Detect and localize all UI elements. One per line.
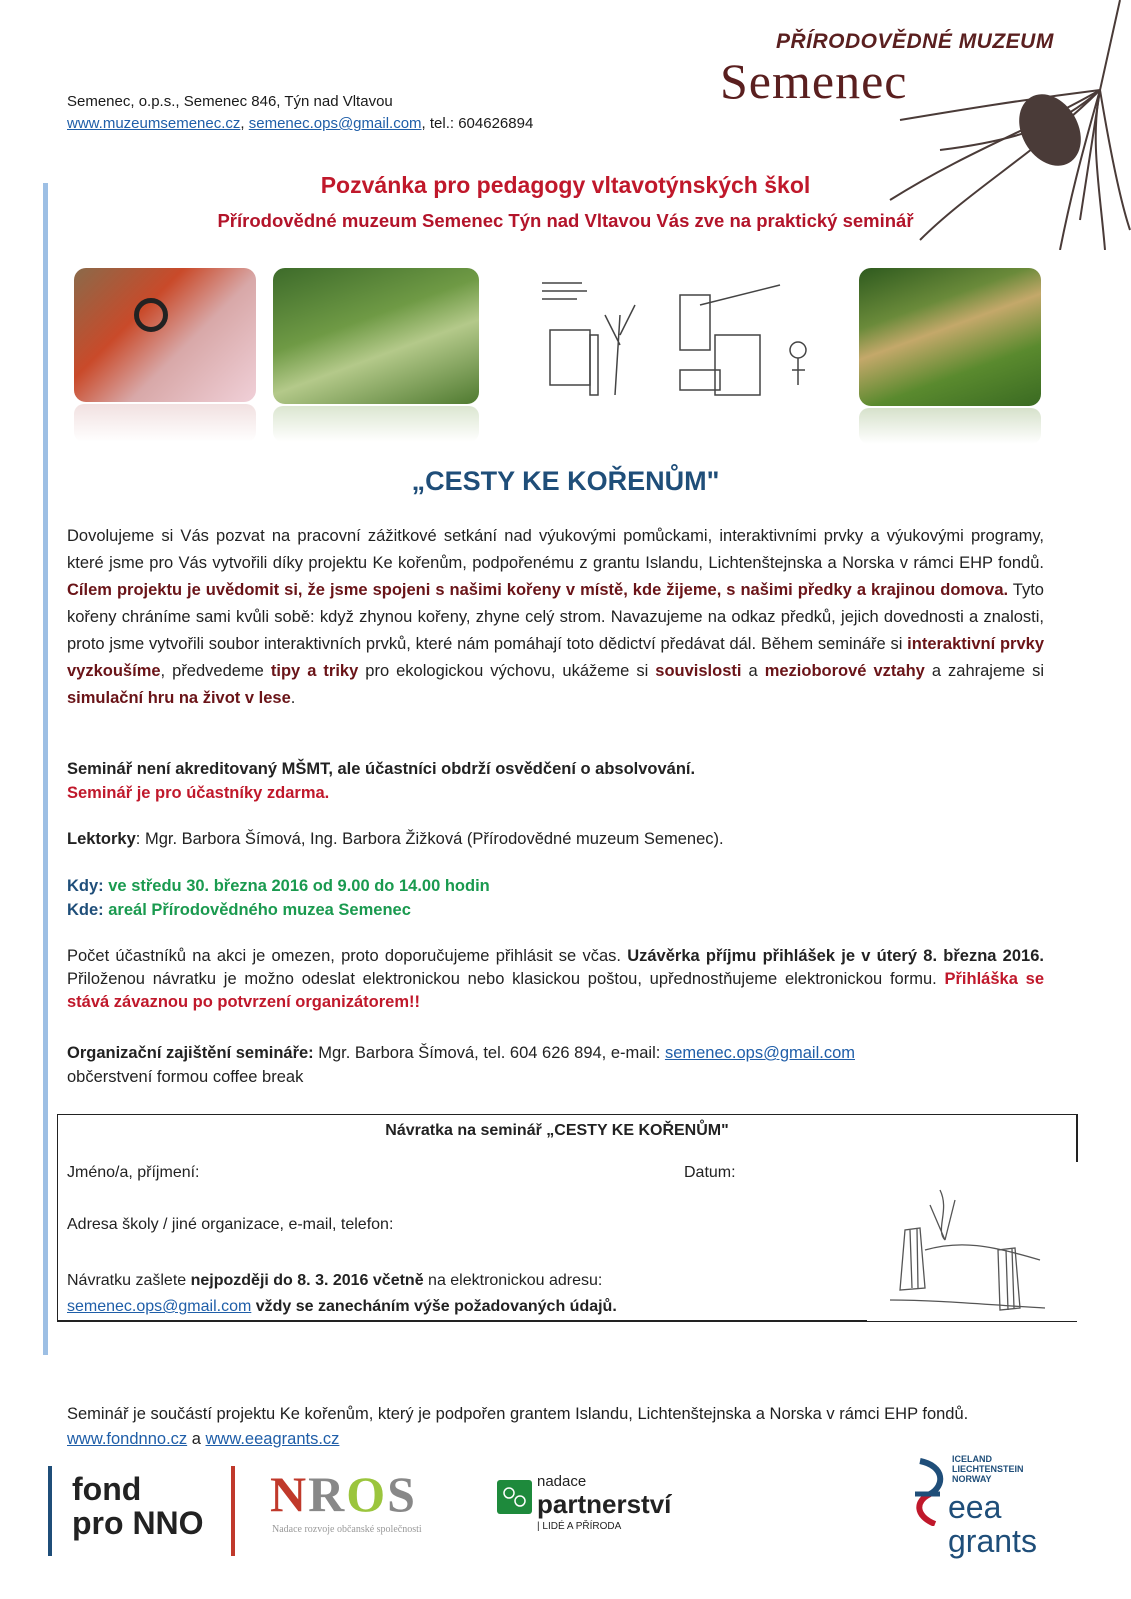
emphasized-text: Přihláška se stává závaznou po potvrzení organizátorem!! (67, 970, 1044, 1011)
side-accent-bar (43, 183, 48, 1355)
nadace-partnerstvi-icon (497, 1480, 532, 1514)
nadace-tag: | LIDÉ A PŘÍRODA (537, 1521, 622, 1532)
logo-main-text: Semenec (720, 53, 908, 109)
form-date-label[interactable]: Datum: (684, 1164, 736, 1181)
footer-text: Seminář je součástí projektu Ke kořenům, který je podpořen grantem Islandu, Lichtenštejnska a Norska v rámci EHP fondů. (67, 1405, 969, 1423)
eea-country: NORWAY (952, 1474, 992, 1484)
address-line: Semenec, o.p.s., Semenec 846, Týn nad Vltavou (67, 93, 393, 110)
emphasized-text: simulační hru na život v lese (67, 689, 291, 707)
form-name-label[interactable]: Jméno/a, příjmení: (67, 1164, 200, 1181)
when-where-block (67, 874, 1044, 922)
lecturers-block (67, 826, 1044, 853)
where-label: Kde: (67, 901, 104, 919)
emphasized-text: souvislosti (655, 662, 742, 680)
logo-top-text: PŘÍRODOVĚDNÉ MUZEUM (776, 30, 1054, 53)
phone-text: , tel.: 604626894 (421, 115, 534, 132)
text-segment: pro ekologickou výchovu, ukážeme si (358, 662, 656, 680)
contact-line: www.muzeumsemenec.cz, semenec.ops@gmail.com, tel.: 604626894 (67, 115, 534, 132)
seminar-title: „CESTY KE KOŘENŮM" (411, 466, 720, 496)
fond-logo-divider (231, 1466, 235, 1556)
emphasized-text: Cílem projektu je uvědomit si, že jsme spojeni s našimi kořeny v místě, kde žijeme, s našimi předky a krajinou domova. (67, 581, 1009, 599)
nros-letter: S (387, 1466, 417, 1522)
form-send-instructions (67, 1268, 617, 1320)
organization-label: Organizační zajištění semináře: (67, 1044, 314, 1062)
text-segment: Tyto kořeny chráníme sami kvůli sobě: když zhynou kořeny, zhyne celý strom. Navazujeme na odkaz předků, jejich dovednosti a znalosti, proto jsme vytvořili soubor interaktivních prvků, které nám pomáhají toto dědictví předávat dál. Během semináře si (67, 581, 1044, 653)
nros-letter: N (270, 1466, 309, 1522)
text-segment: . (290, 689, 296, 707)
nros-subtitle: Nadace rozvoje občanské společnosti (272, 1524, 422, 1535)
photo-children-hay (859, 268, 1041, 406)
photo-reflection (859, 408, 1041, 444)
fond-logo-bar (48, 1466, 52, 1556)
nros-text (270, 1466, 417, 1522)
nros-logo (270, 1468, 417, 1520)
email-link[interactable]: semenec.ops@gmail.com (248, 115, 422, 132)
form-address-label[interactable]: Adresa školy / jiné organizace, e-mail, telefon: (67, 1216, 394, 1233)
send-deadline: nejpozději do 8. 3. 2016 včetně (190, 1272, 424, 1289)
photo-reflection (74, 404, 256, 442)
eea-line2: grants (948, 1523, 1037, 1559)
text-segment: Dovolujeme si Vás pozvat na pracovní zážitkové setkání nad výukovými pomůckami, interaktivními prvky a výukovými programy, které jsme pro Vás vytvořili díky projektu Ke kořenům, podpořenému z grantu Islandu, Lichtenštejnska a Norska v rámci EHP fondů. (67, 527, 1044, 572)
accreditation-text: Seminář není akreditovaný MŠMT, ale účastníci obdrží osvědčení o absolvování. (67, 760, 696, 778)
form-border-right (1076, 1114, 1078, 1162)
eeagrants-link[interactable]: www.eeagrants.cz (205, 1430, 340, 1448)
form-email-link[interactable]: semenec.ops@gmail.com (67, 1298, 252, 1315)
text-segment: Počet účastníků na akci je omezen, proto doporučujeme přihlásit se včas. (67, 947, 628, 965)
invitation-title: Pozvánka pro pedagogy vltavotýnských škol (320, 172, 811, 198)
photo-children-magnifier (74, 268, 256, 402)
sketch-garden-gate (880, 1180, 1050, 1330)
nros-letter: R (308, 1466, 347, 1522)
eea-line1: eea (948, 1489, 1002, 1525)
send-prefix: Návratku zašlete (67, 1272, 191, 1289)
eea-country: ICELAND (952, 1454, 992, 1464)
nros-letter: O (346, 1466, 388, 1522)
nadace-small: nadace (537, 1473, 587, 1490)
lecturers-text: : Mgr. Barbora Šímová, Ing. Barbora Žižková (Přírodovědné muzeum Semenec). (135, 830, 724, 848)
emphasized-text: interaktivní prvky vyzkoušíme (67, 635, 1044, 680)
send-note: vždy se zanecháním výše požadovaných údajů. (251, 1298, 617, 1315)
photo-children-forest (273, 268, 479, 404)
when-label: Kdy: (67, 877, 104, 895)
organization-block (67, 1041, 1044, 1089)
lecturers-label: Lektorky (67, 830, 136, 848)
photo-reflection (273, 406, 479, 442)
fondnno-link[interactable]: www.fondnno.cz (67, 1430, 188, 1448)
form-border-bottom (57, 1320, 867, 1322)
form-title: Návratka na seminář „CESTY KE KOŘENŮM" (385, 1122, 729, 1139)
refreshments-text: občerstvení formou coffee break (67, 1068, 304, 1086)
emphasized-text: mezioborové vztahy (764, 662, 925, 680)
send-suffix: na elektronickou adresu: (423, 1272, 603, 1289)
text-segment: a zahrajeme si (924, 662, 1044, 680)
sketch-interactive-elements (530, 275, 810, 405)
organization-text: Mgr. Barbora Šímová, tel. 604 626 894, e-mail: (313, 1044, 665, 1062)
text-segment: Přiloženou návratku je možno odeslat elektronickou nebo klasickou poštou, upřednostňujeme elektronickou formu. (67, 970, 945, 988)
website-link[interactable]: www.muzeumsemenec.cz (67, 115, 241, 132)
emphasized-text: tipy a triky (270, 662, 359, 680)
header-address (67, 91, 533, 135)
eea-country: LIECHTENSTEIN (952, 1464, 1024, 1474)
nadace-big: partnerství (537, 1489, 672, 1519)
footer-paragraph (67, 1402, 1047, 1452)
footer-and: a (187, 1430, 206, 1448)
fond-pro-nno-logo (72, 1472, 204, 1540)
where-text: areál Přírodovědného muzea Semenec (103, 901, 411, 919)
nadace-partnerstvi-logo (537, 1474, 671, 1536)
when-text: ve středu 30. března 2016 od 9.00 do 14.00 hodin (103, 877, 490, 895)
organization-email-link[interactable]: semenec.ops@gmail.com (664, 1044, 856, 1062)
eea-countries (952, 1454, 1024, 1484)
fond-line2: pro NNO (72, 1505, 204, 1541)
fond-line1: fond (72, 1471, 142, 1507)
emphasized-text: Uzávěrka příjmu přihlášek je v úterý 8. března 2016. (627, 947, 1044, 965)
accreditation-block (67, 757, 1044, 805)
text-segment: a (741, 662, 765, 680)
eea-grants-swirl-icon (910, 1456, 950, 1526)
eea-grants-logo (948, 1490, 1037, 1558)
magnifier-icon (134, 298, 168, 332)
capacity-paragraph (67, 945, 1044, 1014)
free-text: Seminář je pro účastníky zdarma. (67, 784, 330, 802)
text-segment: , předvedeme (160, 662, 271, 680)
invitation-subtitle: Přírodovědné muzeum Semenec Týn nad Vltavou Vás zve na praktický seminář (217, 210, 914, 231)
intro-paragraph (67, 523, 1044, 712)
